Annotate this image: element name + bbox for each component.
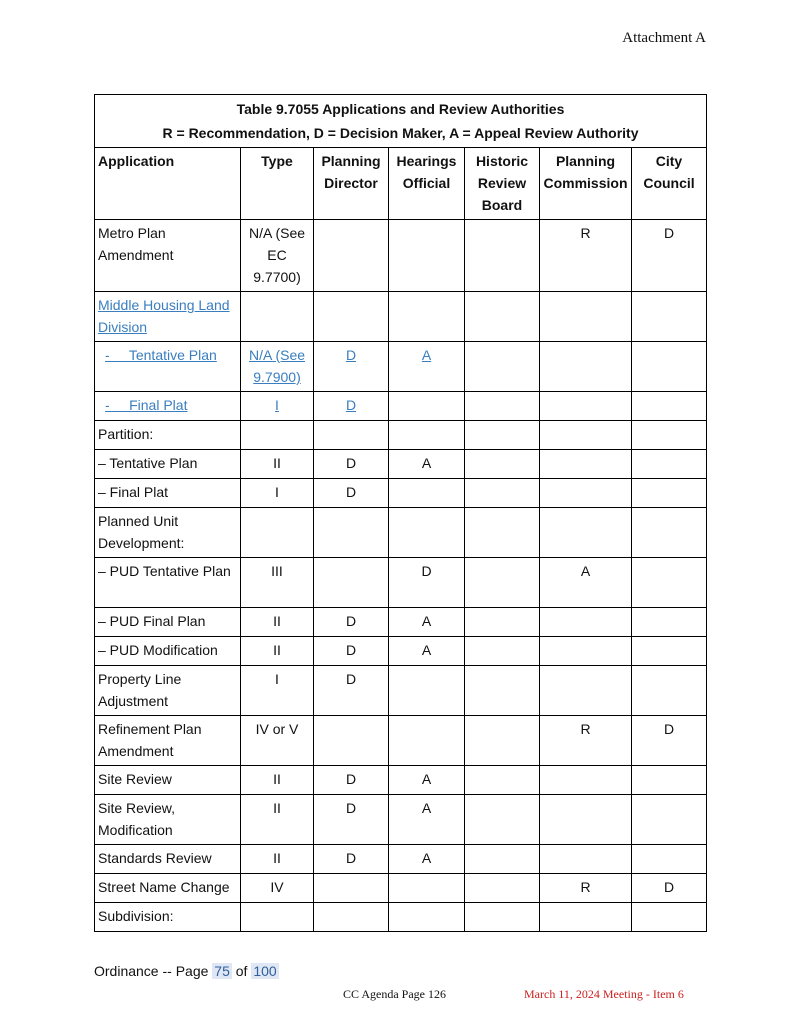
- table-cell: II: [241, 637, 314, 666]
- table-cell: [540, 292, 632, 342]
- table-cell: II: [241, 766, 314, 795]
- table-link[interactable]: - Final Plat: [105, 397, 188, 413]
- table-cell: D: [632, 874, 707, 903]
- table-cell: [314, 874, 389, 903]
- table-cell: A: [389, 450, 465, 479]
- table-cell: [389, 220, 465, 292]
- table-cell: [314, 716, 389, 766]
- table-cell: IV or V: [241, 716, 314, 766]
- table-cell: [632, 766, 707, 795]
- table-cell: A: [389, 608, 465, 637]
- table-cell: Standards Review: [95, 845, 241, 874]
- table-cell: [465, 479, 540, 508]
- table-row: [95, 766, 707, 795]
- total-pages: 100: [253, 963, 277, 979]
- table-cell: – Final Plat: [95, 479, 241, 508]
- table-row: [95, 479, 707, 508]
- table-cell: [540, 903, 632, 932]
- table-cell: [314, 220, 389, 292]
- table-cell: D: [314, 845, 389, 874]
- page-number: 75: [214, 963, 230, 979]
- table-row: [95, 292, 707, 342]
- column-header: Application: [95, 148, 241, 220]
- table-cell: [389, 342, 465, 392]
- table-cell: Refinement Plan Amendment: [95, 716, 241, 766]
- table-cell: [465, 292, 540, 342]
- table-cell: II: [241, 845, 314, 874]
- table-cell: D: [314, 795, 389, 845]
- table-cell: [389, 421, 465, 450]
- table-row: [95, 450, 707, 479]
- table-cell: [314, 558, 389, 608]
- table-cell: [389, 874, 465, 903]
- column-header: Type: [241, 148, 314, 220]
- table-cell: [632, 903, 707, 932]
- column-header: Planning Commission: [540, 148, 632, 220]
- table-row: [95, 220, 707, 292]
- table-cell: [314, 292, 389, 342]
- table-cell: [540, 450, 632, 479]
- table-cell: D: [314, 637, 389, 666]
- table-cell: [632, 666, 707, 716]
- table-link[interactable]: I: [275, 397, 279, 413]
- table-cell: A: [540, 558, 632, 608]
- table-cell: D: [314, 479, 389, 508]
- table-cell: [314, 903, 389, 932]
- table-cell: [540, 508, 632, 558]
- ordinance-page-footer: [94, 963, 279, 979]
- table-cell: Street Name Change: [95, 874, 241, 903]
- attachment-label: Attachment A: [622, 30, 706, 46]
- table-cell: D: [632, 220, 707, 292]
- table-cell: [632, 558, 707, 608]
- table-cell: Subdivision:: [95, 903, 241, 932]
- table-cell: [314, 392, 389, 421]
- table-cell: [389, 508, 465, 558]
- table-cell: I: [241, 666, 314, 716]
- table-cell: [540, 637, 632, 666]
- table-cell: [632, 342, 707, 392]
- table-cell: [314, 508, 389, 558]
- table-link[interactable]: D: [345, 347, 357, 363]
- table-cell: [95, 392, 241, 421]
- table-cell: [465, 795, 540, 845]
- table-cell: D: [632, 716, 707, 766]
- agenda-page-label: CC Agenda Page 126: [343, 987, 446, 1001]
- table-cell: [95, 342, 241, 392]
- table-cell: – PUD Tentative Plan: [95, 558, 241, 608]
- table-cell: [632, 608, 707, 637]
- table-cell: [465, 874, 540, 903]
- table-cell: [540, 479, 632, 508]
- table-row: [95, 608, 707, 637]
- table-cell: R: [540, 220, 632, 292]
- table-link[interactable]: - Tentative Plan: [105, 347, 217, 363]
- table-row: [95, 716, 707, 766]
- table-cell: [465, 508, 540, 558]
- table-cell: Partition:: [95, 421, 241, 450]
- meeting-label: March 11, 2024 Meeting - Item 6: [524, 987, 684, 1001]
- table-cell: [389, 716, 465, 766]
- table-link[interactable]: Middle Housing Land Division: [98, 297, 230, 335]
- table-cell: R: [540, 716, 632, 766]
- table-cell: [540, 342, 632, 392]
- column-header: City Council: [632, 148, 707, 220]
- table-cell: A: [389, 795, 465, 845]
- table-cell: D: [314, 666, 389, 716]
- table-cell: [632, 479, 707, 508]
- table-cell: [632, 508, 707, 558]
- column-header: Historic Review Board: [465, 148, 540, 220]
- table-cell: [465, 716, 540, 766]
- table-cell: [314, 342, 389, 392]
- table-cell: [241, 903, 314, 932]
- table-cell: Property Line Adjustment: [95, 666, 241, 716]
- table-cell: – PUD Modification: [95, 637, 241, 666]
- table-row: [95, 508, 707, 558]
- table-caption: [95, 95, 707, 148]
- table-cell: – Tentative Plan: [95, 450, 241, 479]
- of-label: of: [235, 963, 248, 979]
- table-cell: [465, 220, 540, 292]
- table-cell: [632, 421, 707, 450]
- table-cell: D: [389, 558, 465, 608]
- table-row: [95, 666, 707, 716]
- table-cell: [632, 795, 707, 845]
- table-cell: [540, 421, 632, 450]
- table-cell: [632, 845, 707, 874]
- table-row: [95, 874, 707, 903]
- table-cell: [465, 766, 540, 795]
- table-cell: [540, 666, 632, 716]
- table-cell: A: [389, 845, 465, 874]
- table-cell: [241, 292, 314, 342]
- table-legend: R = Recommendation, D = Decision Maker, A = Appeal Review Authority: [162, 125, 639, 141]
- table-row: [95, 392, 707, 421]
- table-title: Table 9.7055 Applications and Review Authorities: [236, 101, 565, 117]
- table-cell: [540, 845, 632, 874]
- table-cell: R: [540, 874, 632, 903]
- table-link[interactable]: A: [421, 347, 432, 363]
- table-cell: A: [389, 637, 465, 666]
- table-row: [95, 342, 707, 392]
- ordinance-label: Ordinance -- Page: [94, 963, 209, 979]
- table-cell: Metro Plan Amendment: [95, 220, 241, 292]
- table-cell: [632, 637, 707, 666]
- table-link[interactable]: D: [345, 397, 357, 413]
- table-cell: II: [241, 450, 314, 479]
- table-cell: [632, 450, 707, 479]
- table-cell: Planned Unit Development:: [95, 508, 241, 558]
- table-cell: [241, 508, 314, 558]
- column-header: Planning Director: [314, 148, 389, 220]
- table-row: [95, 637, 707, 666]
- table-cell: [540, 392, 632, 421]
- table-cell: Site Review: [95, 766, 241, 795]
- column-header: Hearings Official: [389, 148, 465, 220]
- table-cell: D: [314, 766, 389, 795]
- table-cell: N/A (See EC 9.7700): [241, 220, 314, 292]
- table-cell: [241, 421, 314, 450]
- table-cell: – PUD Final Plan: [95, 608, 241, 637]
- table-cell: [465, 666, 540, 716]
- table-cell: [95, 292, 241, 342]
- table-row: [95, 845, 707, 874]
- table-cell: II: [241, 795, 314, 845]
- table-cell: [389, 479, 465, 508]
- table-cell: [465, 342, 540, 392]
- table-cell: [540, 795, 632, 845]
- table-cell: [465, 903, 540, 932]
- table-cell: [465, 608, 540, 637]
- table-cell: [465, 450, 540, 479]
- table-cell: III: [241, 558, 314, 608]
- table-cell: [389, 903, 465, 932]
- table-cell: [241, 392, 314, 421]
- table-cell: [465, 637, 540, 666]
- table-row: [95, 558, 707, 608]
- table-cell: D: [314, 608, 389, 637]
- table-link[interactable]: N/A (See 9.7900): [248, 347, 306, 385]
- table-row: [95, 795, 707, 845]
- table-row: [95, 903, 707, 932]
- table-cell: [540, 766, 632, 795]
- table-cell: [465, 392, 540, 421]
- table-cell: [389, 666, 465, 716]
- table-cell: [241, 342, 314, 392]
- table-cell: II: [241, 608, 314, 637]
- table-cell: [465, 558, 540, 608]
- table-cell: IV: [241, 874, 314, 903]
- table-cell: [632, 392, 707, 421]
- table-cell: [465, 421, 540, 450]
- table-cell: I: [241, 479, 314, 508]
- table-cell: Site Review, Modification: [95, 795, 241, 845]
- table-cell: [540, 608, 632, 637]
- table-cell: [465, 845, 540, 874]
- table-row: [95, 421, 707, 450]
- table-cell: [389, 392, 465, 421]
- review-authorities-table: [94, 94, 707, 932]
- table-cell: D: [314, 450, 389, 479]
- table-cell: [389, 292, 465, 342]
- table-cell: [632, 292, 707, 342]
- table-cell: A: [389, 766, 465, 795]
- table-cell: [314, 421, 389, 450]
